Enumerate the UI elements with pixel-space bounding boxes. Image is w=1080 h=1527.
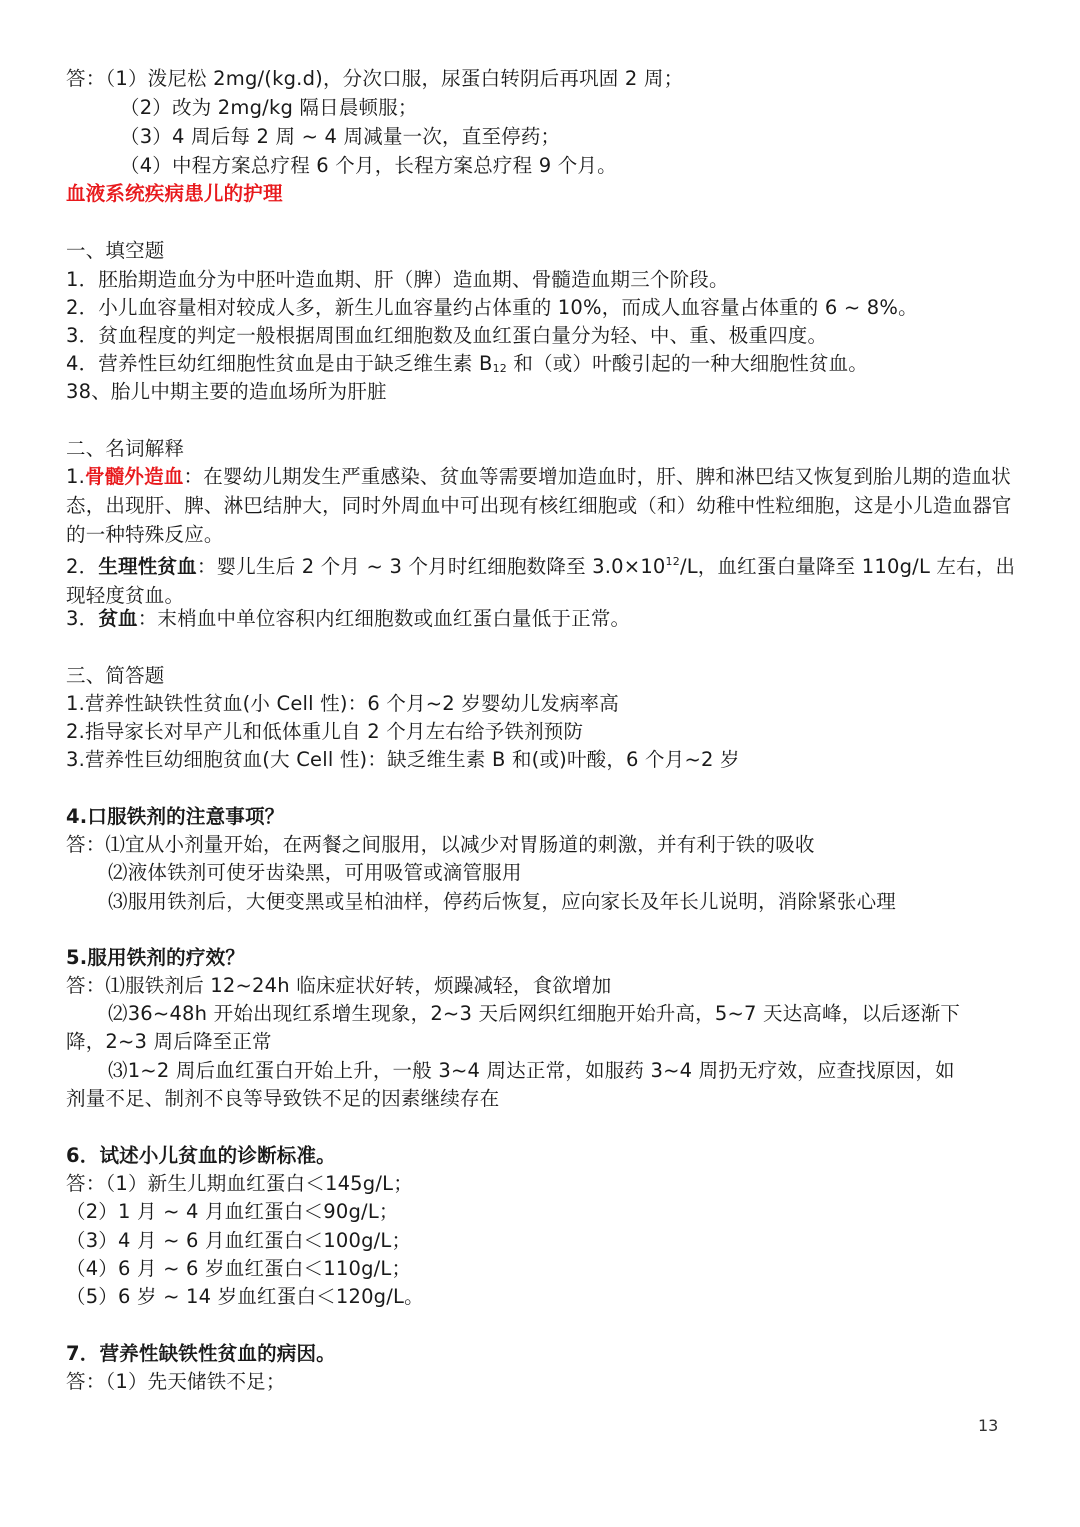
- term-1-definition: ：在婴幼儿期发生严重感染、贫血等需要增加造血时，肝、脾和淋巴结又恢复到胎儿期的造血状态，出现肝、脾、淋巴结肿大，同时外周血中可出现有核红细胞或（和）幼稚中性粒细胞，这是小儿造血器官的一种特殊反应。: [66, 465, 1012, 546]
- page-number: 13: [978, 1416, 999, 1435]
- answer-line-3: （3）4 周后每 2 周 ~ 4 周减量一次，直至停药；: [120, 125, 561, 148]
- question-4-line-1: 答：⑴宜从小剂量开始，在两餐之间服用，以减少对胃肠道的刺激，并有利于铁的吸收: [66, 833, 815, 856]
- question-5-line-3-cont: 剂量不足、制剂不良等导致铁不足的因素继续存在: [66, 1087, 500, 1110]
- question-5-title: 5.服用铁剂的疗效？: [66, 946, 245, 969]
- exponent-superscript: 12: [665, 555, 680, 568]
- term-2-name: 生理性贫血: [98, 555, 197, 578]
- question-7-title: 7．营养性缺铁性贫血的病因。: [66, 1342, 336, 1365]
- question-5-line-1: 答：⑴服铁剂后 12~24h 临床症状好转，烦躁减轻，食欲增加: [66, 974, 612, 997]
- question-6-line-1: 答：（1）新生儿期血红蛋白＜145g/L；: [66, 1172, 413, 1195]
- term-3-name: 贫血: [98, 607, 138, 630]
- question-6-line-3: （3）4 月 ~ 6 月血红蛋白＜100g/L；: [66, 1229, 412, 1252]
- short-answer-2: 2.指导家长对早产儿和低体重儿自 2 个月左右给予铁剂预防: [66, 720, 584, 743]
- vitamin-b12-subscript: 12: [492, 362, 507, 375]
- question-4-line-3: ⑶服用铁剂后，大便变黑或呈柏油样，停药后恢复，应向家长及年长儿说明，消除紧张心理: [108, 890, 897, 913]
- fill-blank-item-1: 1．胚胎期造血分为中胚叶造血期、肝（脾）造血期、骨髓造血期三个阶段。: [66, 268, 729, 291]
- fill-blank-item-2: 2．小儿血容量相对较成人多，新生儿血容量约占体重的 10%，而成人血容量占体重的 6 ~ 8%。: [66, 296, 918, 319]
- question-6-title: 6．试述小儿贫血的诊断标准。: [66, 1144, 336, 1167]
- term-2-definition-rest: /L，血红蛋白量降至 110g/L 左右，出现轻度贫血。: [66, 555, 1016, 607]
- chapter-title: 血液系统疾病患儿的护理: [66, 182, 283, 205]
- term-1-number: 1.: [66, 465, 86, 488]
- term-3-number: 3．: [66, 607, 99, 630]
- short-answer-1: 1.营养性缺铁性贫血(小 Cell 性)：6 个月~2 岁婴幼儿发病率高: [66, 692, 619, 715]
- question-4-line-2: ⑵液体铁剂可使牙齿染黑，可用吸管或滴管服用: [108, 861, 522, 884]
- question-7-line-1: 答：（1）先天储铁不足；: [66, 1370, 286, 1393]
- short-answer-3: 3.营养性巨幼细胞贫血(大 Cell 性)：缺乏维生素 B 和(或)叶酸，6 个月~2 岁: [66, 748, 740, 771]
- fill-blank-item-4-rest: 和（或）叶酸引起的一种大细胞性贫血。: [507, 352, 868, 375]
- answer-line-1: 答：（1）泼尼松 2mg/(kg.d)，分次口服，尿蛋白转阴后再巩固 2 周；: [66, 67, 684, 90]
- answer-line-2: （2）改为 2mg/kg 隔日晨顿服；: [120, 96, 418, 119]
- term-3: [66, 604, 1026, 633]
- term-1-name: 骨髓外造血: [85, 465, 184, 488]
- section-heading-short-answer: 三、简答题: [66, 664, 165, 687]
- question-6-line-4: （4）6 月 ~ 6 岁血红蛋白＜110g/L；: [66, 1257, 412, 1280]
- term-2-number: 2．: [66, 555, 99, 578]
- answer-line-4: （4）中程方案总疗程 6 个月，长程方案总疗程 9 个月。: [120, 154, 617, 177]
- question-6-line-2: （2）1 月 ~ 4 月血红蛋白＜90g/L；: [66, 1200, 399, 1223]
- term-1: [66, 462, 1026, 549]
- term-2-definition: ：婴儿生后 2 个月 ~ 3 个月时红细胞数降至 3.0×10: [196, 555, 666, 578]
- section-heading-terms: 二、名词解释: [66, 437, 185, 460]
- fill-blank-item-4-text: 4．营养性巨幼红细胞性贫血是由于缺乏维生素 B: [66, 352, 493, 375]
- question-5-line-3: ⑶1~2 周后血红蛋白开始上升，一般 3~4 周达正常，如服药 3~4 周扔无疗效，应查找原因，如: [108, 1059, 955, 1082]
- question-4-title: 4.口服铁剂的注意事项？: [66, 805, 285, 828]
- question-5-line-2: ⑵36~48h 开始出现红系增生现象，2~3 天后网织红细胞开始升高，5~7 天达高峰，以后逐渐下: [108, 1002, 961, 1025]
- question-5-line-2-cont: 降，2~3 周后降至正常: [66, 1030, 272, 1053]
- section-heading-fill-blank: 一、填空题: [66, 239, 165, 262]
- term-3-definition: ：末梢血中单位容积内红细胞数或血红蛋白量低于正常。: [137, 607, 631, 630]
- question-6-line-5: （5）6 岁 ~ 14 岁血红蛋白＜120g/L。: [66, 1285, 424, 1308]
- fill-blank-item-3: 3．贫血程度的判定一般根据周围血红细胞数及血红蛋白量分为轻、中、重、极重四度。: [66, 324, 828, 347]
- fill-blank-item-5: 38、胎儿中期主要的造血场所为肝脏: [66, 380, 387, 403]
- term-2: [66, 547, 1026, 610]
